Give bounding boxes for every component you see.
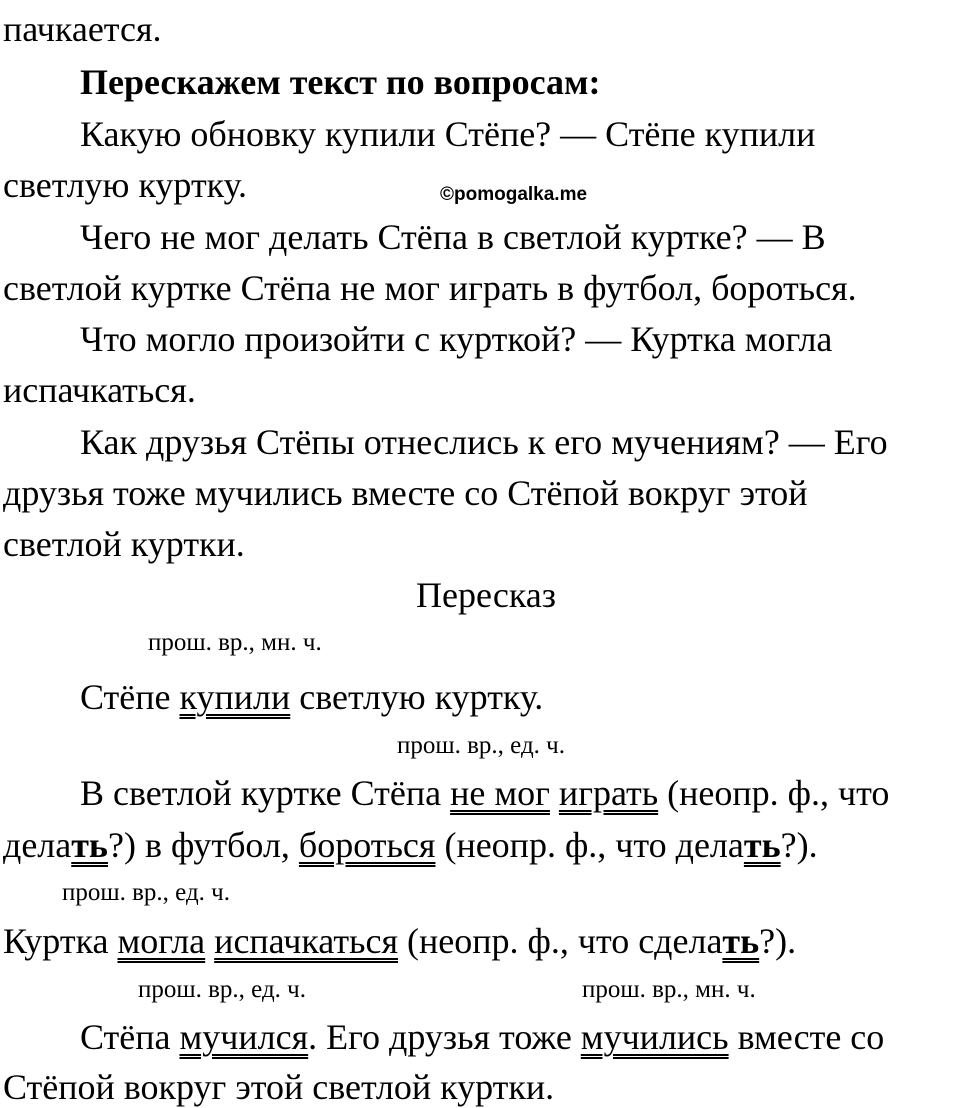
predicate-verb: бороться <box>298 825 436 865</box>
question-1-line-1: Какую обновку купили Стёпе? — Стёпе купили <box>80 114 816 154</box>
grammar-note: прош. вр., мн. ч. <box>582 976 756 1003</box>
retell-sentence-2-line-1 <box>80 772 889 814</box>
retell-sentence-2-line-2 <box>3 824 818 866</box>
predicate-verb: мучились <box>580 1017 729 1057</box>
sentence-text: дела <box>3 825 72 865</box>
sentence-text: В светлой куртке Стёпа <box>80 773 451 813</box>
section-heading: Перескажем текст по вопросам: <box>80 62 601 102</box>
grammar-note: прош. вр., ед. ч. <box>138 976 306 1003</box>
predicate-verb: купили <box>179 677 291 717</box>
retell-sentence-3 <box>3 920 796 962</box>
retell-sentence-1 <box>80 676 543 718</box>
sentence-text: (неопр. ф., что дела <box>435 825 744 865</box>
predicate-verb: могла <box>117 921 206 961</box>
sentence-text: вместе со <box>728 1017 885 1057</box>
question-4-line-1: Как друзья Стёпы отнеслись к его мучениям? — Его <box>80 422 888 462</box>
sentence-text: светлую куртку. <box>290 677 544 717</box>
grammar-note: прош. вр., ед. ч. <box>397 732 565 759</box>
watermark: ©pomogalka.me <box>440 184 588 205</box>
predicate-verb: не мог <box>450 773 550 813</box>
retell-title: Пересказ <box>416 575 556 615</box>
verb-ending: ть <box>722 921 760 961</box>
sentence-text: Куртка <box>3 921 118 961</box>
intro-line: пачкается. <box>3 9 162 49</box>
verb-ending: ть <box>743 825 781 865</box>
predicate-verb: испачкаться <box>214 921 399 961</box>
sentence-text: . Его друзья тоже <box>308 1017 581 1057</box>
question-3-line-1: Что могло произойти с курткой? — Куртка могла <box>80 319 833 359</box>
sentence-text: Стёпа <box>80 1017 180 1057</box>
sentence-text: ?) в футбол, <box>107 825 299 865</box>
question-1-line-2: светлую куртку. <box>3 165 248 205</box>
question-4-line-3: светлой куртки. <box>3 524 245 564</box>
predicate-verb: мучился <box>179 1017 309 1057</box>
sentence-text: ?). <box>759 921 797 961</box>
retell-sentence-4-line-1 <box>80 1016 884 1058</box>
sentence-text: (неопр. ф., что сдела <box>398 921 723 961</box>
predicate-verb: играть <box>558 773 659 813</box>
sentence-text: (неопр. ф., что <box>658 773 890 813</box>
question-4-line-2: друзья тоже мучились вместе со Стёпой вокруг этой <box>3 473 808 513</box>
sentence-text: ?). <box>780 825 818 865</box>
question-2-line-1: Чего не мог делать Стёпа в светлой куртке? — В <box>80 217 826 257</box>
space <box>550 773 559 813</box>
question-2-line-2: светлой куртке Стёпа не мог играть в футбол, бороться. <box>3 268 857 308</box>
verb-ending: ть <box>71 825 108 865</box>
grammar-note: прош. вр., ед. ч. <box>62 879 230 906</box>
sentence-text: Стёпе <box>80 677 180 717</box>
grammar-note: прош. вр., мн. ч. <box>148 629 322 656</box>
retell-sentence-4-line-2: Стёпой вокруг этой светлой куртки. <box>3 1067 555 1107</box>
question-3-line-2: испачкаться. <box>3 370 196 410</box>
space <box>205 921 214 961</box>
